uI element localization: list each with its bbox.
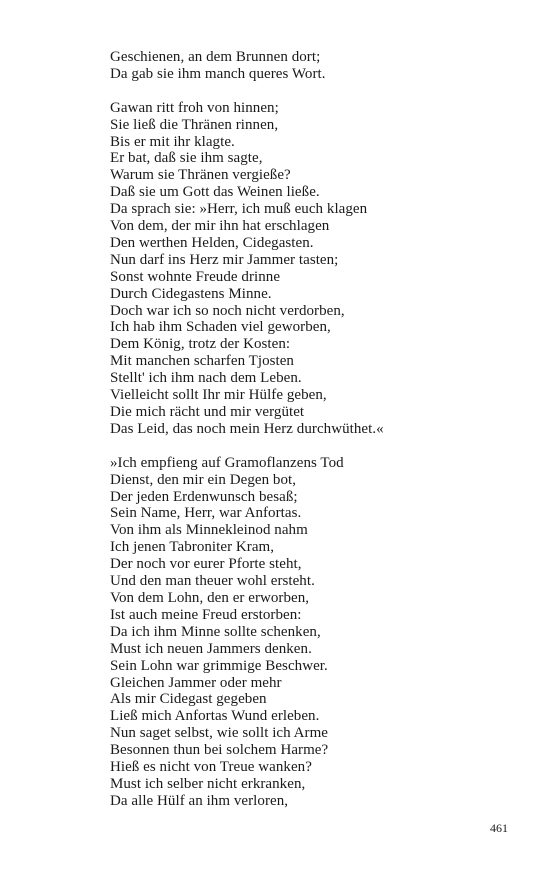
verse-line: Von dem Lohn, den er erworben,: [110, 589, 310, 606]
verse-line: Von dem, der mir ihn hat erschlagen: [110, 218, 330, 235]
verse-line: »Ich empfieng auf Gramoflanzens Tod: [110, 454, 344, 471]
page-number: 461: [490, 821, 508, 835]
verse-line: Den werthen Helden, Cidegasten.: [110, 234, 314, 251]
verse-line: Must ich neuen Jammers denken.: [110, 640, 312, 657]
stanza: [110, 455, 510, 810]
verse-line: Ist auch meine Freud erstorben:: [110, 606, 302, 623]
verse-line: Da gab sie ihm manch queres Wort.: [110, 65, 326, 82]
verse-line: Das Leid, das noch mein Herz durchwüthet.«: [110, 420, 384, 437]
verse-line: Gawan ritt froh von hinnen;: [110, 99, 279, 116]
verse-line: Als mir Cidegast gegeben: [110, 691, 267, 708]
verse-line: Dem König, trotz der Kosten:: [110, 336, 291, 353]
poem-text: [110, 49, 510, 810]
verse-line: Geschienen, an dem Brunnen dort;: [110, 49, 321, 65]
verse-line: Vielleicht sollt Ihr mir Hülfe geben,: [110, 387, 327, 404]
verse-line: Warum sie Thränen vergieße?: [110, 167, 291, 184]
verse-line: Sonst wohnte Freude drinne: [110, 268, 281, 285]
verse-line: Die mich rächt und mir vergütet: [110, 404, 305, 421]
verse-line: Da sprach sie: »Herr, ich muß euch klagen: [110, 201, 368, 218]
verse-line: Ich jenen Tabroniter Kram,: [110, 539, 275, 556]
verse-line: Er bat, daß sie ihm sagte,: [110, 150, 263, 167]
verse-line: Gleichen Jammer oder mehr: [110, 674, 282, 691]
verse-line: Besonnen thun bei solchem Harme?: [110, 742, 329, 759]
verse-line: Ich hab ihm Schaden viel geworben,: [110, 319, 331, 336]
verse-line: Und den man theuer wohl ersteht.: [110, 573, 315, 590]
verse-line: Da alle Hülf an ihm verloren,: [110, 792, 289, 809]
verse-line: Must ich selber nicht erkranken,: [110, 775, 306, 792]
verse-line: Sein Lohn war grimmige Beschwer.: [110, 657, 328, 674]
verse-line: Ließ mich Anfortas Wund erleben.: [110, 708, 320, 725]
verse-line: Durch Cidegastens Minne.: [110, 285, 272, 302]
verse-line: Mit manchen scharfen Tjosten: [110, 353, 294, 370]
verse-line: Sie ließ die Thränen rinnen,: [110, 116, 279, 133]
verse-line: Doch war ich so noch nicht verdorben,: [110, 302, 345, 319]
stanza: [110, 100, 510, 438]
verse-line: Stellt' ich ihm nach dem Leben.: [110, 370, 302, 387]
verse-line: Dienst, den mir ein Degen bot,: [110, 471, 297, 488]
verse-line: Hieß es nicht von Treue wanken?: [110, 759, 312, 776]
verse-line: Der jeden Erdenwunsch besaß;: [110, 488, 298, 505]
verse-line: Von ihm als Minnekleinod nahm: [110, 522, 308, 539]
verse-line: Daß sie um Gott das Weinen ließe.: [110, 184, 320, 201]
verse-line: Der noch vor eurer Pforte steht,: [110, 556, 302, 573]
verse-line: Nun saget selbst, wie sollt ich Arme: [110, 725, 329, 742]
stanza: [110, 49, 510, 83]
verse-line: Da ich ihm Minne sollte schenken,: [110, 623, 321, 640]
verse-line: Bis er mit ihr klagte.: [110, 133, 235, 150]
verse-line: Sein Name, Herr, war Anfortas.: [110, 505, 302, 522]
verse-line: Nun darf ins Herz mir Jammer tasten;: [110, 251, 339, 268]
